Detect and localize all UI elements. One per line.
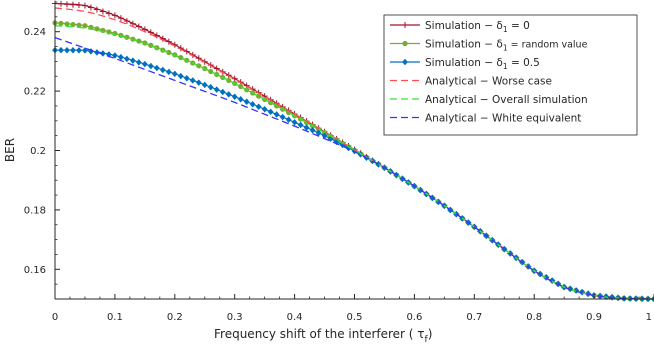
- legend-label: Analytical − White equivalent: [425, 112, 582, 125]
- x-tick-label: 0.7: [466, 312, 483, 323]
- x-tick-label: 0.4: [286, 312, 303, 323]
- series-2-marker: [59, 21, 64, 26]
- x-tick-label: 0.9: [586, 312, 603, 323]
- series-2-marker: [95, 27, 100, 32]
- y-tick-label: 0.24: [23, 27, 46, 39]
- series-2-marker: [65, 22, 70, 27]
- y-tick-label: 0.22: [23, 86, 46, 98]
- legend-label: Simulation − $\delta_1 = 0.5$: [425, 56, 540, 71]
- legend-label: Analytical − Overall simulation: [425, 93, 588, 106]
- y-tick-label: 0.18: [23, 205, 46, 217]
- x-tick-label: 0.5: [346, 312, 363, 323]
- legend-swatch-marker: [403, 41, 408, 46]
- x-axis-label-sub: f: [424, 335, 428, 345]
- legend-label: Simulation − $\delta_1 = 0$: [425, 19, 530, 34]
- series-2-marker: [137, 39, 142, 44]
- x-tick-label: 1: [645, 312, 652, 323]
- x-tick-label: 0.2: [166, 312, 183, 323]
- legend-label: Simulation − $\delta_1$ = random value: [425, 38, 588, 53]
- x-tick-label: 0: [51, 312, 59, 323]
- y-tick-label: 0.2: [30, 146, 46, 157]
- x-tick-label: 0.6: [406, 312, 423, 323]
- y-axis-label: BER: [3, 137, 17, 163]
- x-tick-label: 0.1: [106, 312, 123, 323]
- y-tick-label: 0.16: [23, 264, 46, 276]
- x-axis-label-main: Frequency shift of the interferer ( τ: [214, 327, 425, 341]
- legend: [384, 15, 637, 135]
- x-tick-label: 0.8: [526, 312, 543, 323]
- x-axis-label-close: ): [427, 327, 433, 341]
- x-tick-label: 0.3: [226, 312, 243, 323]
- legend-label: Analytical − Worse case: [425, 75, 552, 88]
- x-axis-label: [214, 327, 432, 345]
